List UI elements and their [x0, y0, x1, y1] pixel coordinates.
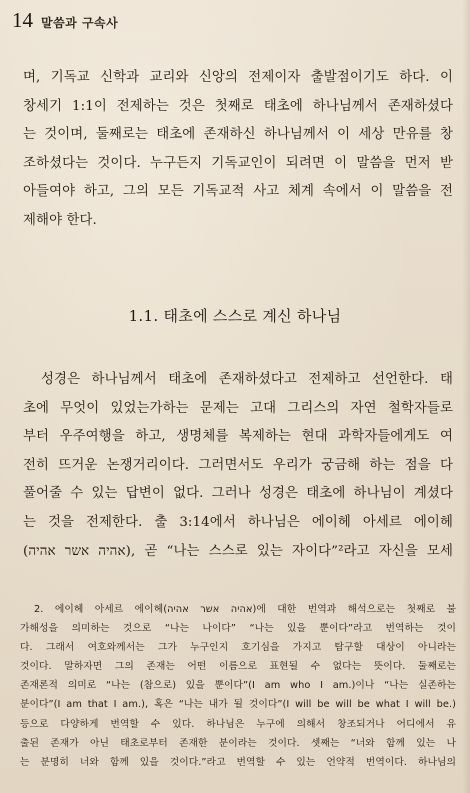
paragraph-line: 창세기 1:1이 전제하는 것은 첫째로 태초에 하나님께서 존재하셨다	[23, 98, 453, 114]
paragraph-line: 부터 우주여행을 하고, 생명체를 복제하는 현대 과학자들에게도 여	[23, 429, 453, 445]
footnote-line: 는 분명히 너와 함께 있을 것이다.”라고 번역할 수 있는 언약적 번역이다. 하나님의	[20, 756, 456, 768]
running-title: 말씀과 구속사	[41, 16, 119, 30]
paragraph-line: 전히 뜨거운 논쟁거리이다. 그러면서도 우리가 궁금해 하는 점을 다	[23, 457, 453, 473]
page-number: 14	[12, 8, 33, 32]
paragraph-line: 아들여야 하고, 그의 모든 기독교적 사고 체계 속에서 이 말씀을 전	[23, 184, 453, 200]
page-header	[12, 8, 118, 32]
footnote-line: 등으로 다양하게 번역할 수 있다. 하나님은 누구에 의해서 창조되거나 어디에서 유	[20, 718, 456, 730]
paragraph-line: 는 것을 전제한다. 출 3:14에서 하나님은 에이헤 아세르 에이헤	[23, 514, 453, 530]
body-paragraph-2	[23, 366, 453, 566]
paragraph-line: (אהיה אשר אהיה), 곧 “나는 스스로 있는 자이다”²라고 자신을 모세	[23, 543, 453, 559]
footnote-line: 것이다. 말하자면 그의 존재는 어떤 이름으로 표현될 수 없다는 뜻이다. 둘째로는	[20, 661, 456, 673]
paragraph-line: 성경은 하나님께서 태초에 존재하셨다고 전제하고 선언한다. 태	[41, 372, 453, 387]
page-edge-shadow	[462, 0, 470, 793]
paragraph-line: 조하셨다는 것이다. 누구든지 기독교인이 되려면 이 말씀을 먼저 받	[23, 155, 453, 171]
body-paragraph-1	[23, 64, 453, 236]
footnote-line: 2. 에이헤 아세르 에이헤(אהיה אשר אהיה)에 대한 번역과 해석으로는 첫째로 불	[34, 604, 457, 615]
paragraph-line: 풀어줄 수 있는 답변이 없다. 그러나 성경은 태초에 하나님이 계셨다	[23, 486, 453, 502]
footnote-line: 가해성을 의미하는 것으로 “나는 나이다” “나는 있을 뿐이다”라고 번역하는 것이	[20, 623, 456, 635]
footnote-line: 분이다”(I am that I am.), 혹은 “나는 내가 될 것이다”(I will be will be what I will be.)	[20, 699, 456, 711]
paragraph-line: 며, 기독교 신학과 교리와 신앙의 전제이자 출발점이기도 하다. 이	[23, 70, 453, 85]
section-heading: 1.1. 태초에 스스로 계신 하나님	[128, 307, 342, 325]
footnote-line: 존재론적 의미로 “나는 (참으로) 있을 뿐이다”(I am who I am.)이나 “나는 실존하는	[20, 680, 456, 692]
paragraph-line: 제해야 한다.	[23, 212, 97, 228]
footnote-line: 다. 그래서 여호와께서는 그가 누구인지 호기심을 가지고 탐구할 대상이 아니라는	[20, 642, 456, 654]
paragraph-line: 는 것이며, 둘째로는 태초에 존재하신 하나님께서 이 세상 만유를 창	[23, 127, 453, 143]
footnote	[20, 600, 456, 772]
paragraph-line: 초에 무엇이 있었는가하는 문제는 고대 그리스의 자연 철학자들로	[23, 400, 453, 416]
footnote-line: 출된 존재가 아닌 태초로부터 존재한 분이라는 것이다. 셋째는 “너와 함께 있는 나	[20, 737, 456, 749]
